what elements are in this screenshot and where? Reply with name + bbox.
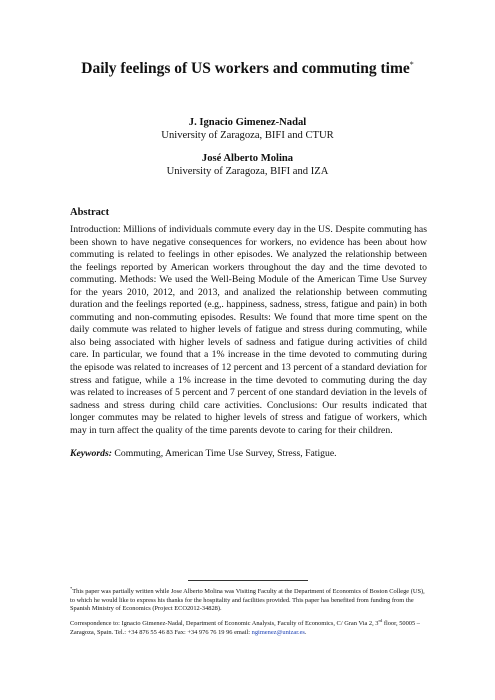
keywords	[70, 448, 427, 459]
author-block-1	[40, 116, 455, 142]
footnote-correspondence	[70, 617, 427, 637]
author-affiliation: University of Zaragoza, BIFI and IZA	[166, 166, 329, 177]
author-block-2	[40, 152, 455, 178]
correspondence-text: Correspondence to: Ignacio Gimenez-Nadal, Department of Economic Analysis, Faculty of Economics, C/ Gran Via 2, 3	[70, 620, 379, 628]
abstract-heading: Abstract	[70, 207, 110, 218]
footnote-text: This paper was partially written while Jose Alberto Molina was Visiting Faculty at the Department of Economics of Boston College (US), to which he would like to express his thanks for the hospitality and facilities provided. This paper has benefited from funding from the Spanish Ministry of Economics (Project ECO2012-34828).	[70, 588, 425, 613]
footnote-mark: *	[70, 586, 73, 591]
keywords-text: Commuting, American Time Use Survey, Stress, Fatigue.	[114, 448, 337, 459]
paper-title	[40, 60, 455, 78]
email-link[interactable]: ngimenez@unizar.es	[251, 628, 305, 636]
footnotes	[70, 585, 427, 640]
abstract-body: Introduction: Millions of individuals commute every day in the US. Despite commuting has been shown to have negative consequences for workers, no evidence has been about how commuting is related to feelings in other episodes. We analyzed the relationship between the feelings reported by American workers throughout the day and the time devoted to commuting. Methods: We used the Well-Being Module of the American Time Use Survey for the years 2010, 2012, and 2013, and analized the relationship between commuting duration and the feelings reported (e.g,. happiness, sadness, stress, fatigue and pain) in both commuting and non-commuting episodes. Results: We found that more time spent on the daily commute was related to higher levels of fatigue and stress during commuting, while also being associated with higher levels of sadness and fatigue during activities of child care. In particular, we found that a 1% increase in the time devoted to commuting during the episode was related to increases of 12 percent and 13 percent of a standard deviation for stress and fatigue, while a 1% increase in the time devoted to commuting during the day was related to increases of 5 percent and 7 percent of one standard deviation in the levels of sadness and stress during child care activities. Conclusions: Our results indicated that longer commutes may be related to higher levels of stress and fatigue of workers, which may in turn affect the quality of the time parents devote to caring for their children.	[70, 224, 427, 436]
author-affiliation: University of Zaragoza, BIFI and CTUR	[161, 130, 334, 141]
correspondence-end: .	[304, 628, 307, 636]
footnote-acknowledgement	[70, 585, 427, 614]
footnote-divider	[188, 580, 308, 581]
title-footnote-mark: *	[409, 60, 414, 69]
title-text: Daily feelings of US workers and commuting time	[81, 60, 410, 78]
author-name: J. Ignacio Gimenez-Nadal	[188, 117, 307, 128]
keywords-label: Keywords:	[70, 448, 112, 459]
correspondence-text-cont: floor, 50005 – Zaragoza, Spain. Tel.: +34 876 55 46 83 Fax: +34 976 76 19 96 email:	[70, 620, 420, 636]
author-name: José Alberto Molina	[201, 153, 294, 164]
floor-ordinal: rd	[378, 617, 383, 623]
